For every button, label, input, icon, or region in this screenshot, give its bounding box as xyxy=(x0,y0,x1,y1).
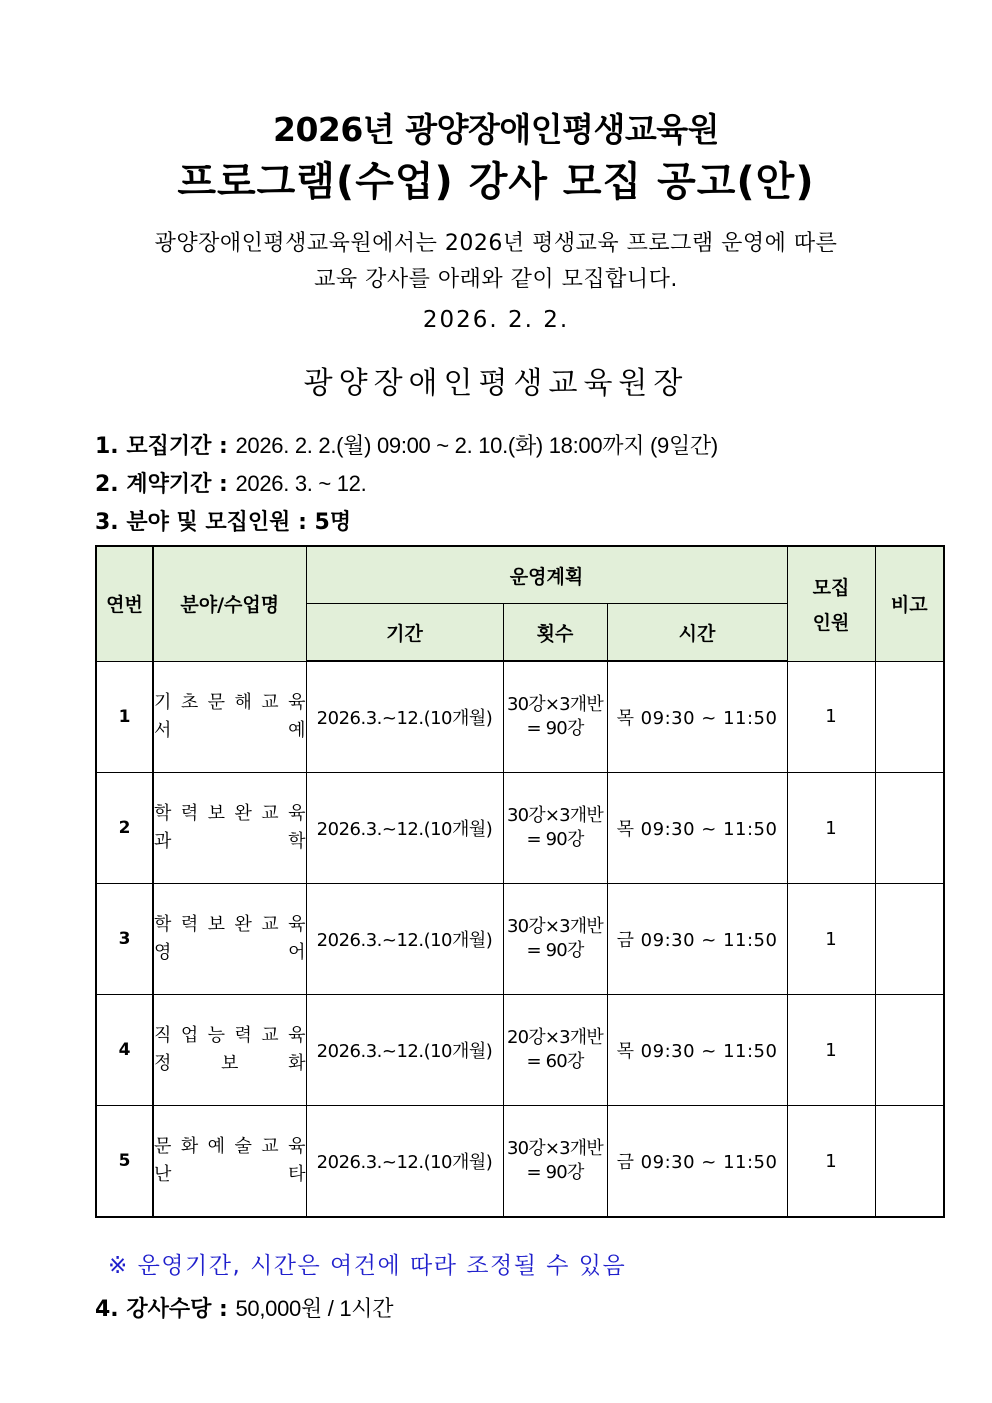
item-value: 2026. 2. 2.(월) 09:00 ~ 2. 10.(화) 18:00까지 (9일간) xyxy=(235,433,718,458)
cell-time: 목 09:30 ~ 11:50 xyxy=(607,773,787,884)
count-sessions: 30강×3개반 xyxy=(506,805,603,826)
signer-name: 광양장애인평생교육원장 xyxy=(303,366,689,401)
announcement-date: 2026. 2. 2. xyxy=(422,307,570,333)
subject-field-char: 완 xyxy=(234,803,252,824)
subject-field xyxy=(154,689,306,717)
subject-course xyxy=(154,1050,306,1078)
count-total: = 90강 xyxy=(526,1162,584,1183)
header-subject: 분야/수업명 xyxy=(153,546,306,661)
cell-subject xyxy=(153,661,306,773)
item-label: 2. 계약기간 : xyxy=(95,472,236,497)
count-total: = 90강 xyxy=(526,718,584,739)
cell-recruit-count: 1 xyxy=(787,661,875,773)
cell-remark xyxy=(875,773,944,884)
item-field-and-headcount xyxy=(95,505,351,536)
subject-field-char: 육 xyxy=(288,803,306,824)
subject-field-char: 교 xyxy=(261,1025,279,1046)
subject-field-char: 교 xyxy=(261,1136,279,1157)
subject-field-char: 초 xyxy=(180,691,199,713)
subject-course-char: 타 xyxy=(288,1164,306,1185)
cell-no: 5 xyxy=(96,1106,153,1218)
table-row xyxy=(96,995,944,1106)
subject-course-char: 화 xyxy=(288,1053,306,1074)
item-label: 3. 분야 및 모집인원 : xyxy=(95,510,315,535)
cell-no: 4 xyxy=(96,995,153,1106)
cell-time: 금 09:30 ~ 11:50 xyxy=(607,884,787,995)
table-row xyxy=(96,1106,944,1218)
table-row xyxy=(96,884,944,995)
item-instructor-fee xyxy=(95,1292,393,1323)
subject-field-char: 보 xyxy=(207,803,226,824)
count-sessions: 30강×3개반 xyxy=(506,694,603,715)
count-total: = 90강 xyxy=(526,940,584,961)
count-total: = 90강 xyxy=(526,829,584,850)
count-sessions: 20강×3개반 xyxy=(506,1027,603,1048)
subject-field-char: 학 xyxy=(154,803,172,824)
cell-subject xyxy=(153,773,306,884)
cell-remark xyxy=(875,661,944,773)
recruitment-table xyxy=(95,545,945,1218)
subject-field-char: 육 xyxy=(288,1025,306,1046)
document-title-line1: 2026년 광양장애인평생교육원 xyxy=(273,110,719,149)
subject-course-char: 보 xyxy=(221,1053,239,1074)
subject-field-char: 해 xyxy=(234,691,252,713)
subject-field-char: 보 xyxy=(207,914,226,935)
subject-field-char: 능 xyxy=(207,1025,226,1046)
subject-field-char: 화 xyxy=(180,1136,199,1157)
subject-course-char: 난 xyxy=(154,1164,172,1185)
subject-course-char: 서 xyxy=(154,719,172,741)
cell-period: 2026.3.~12.(10개월) xyxy=(306,995,503,1106)
subject-course-char: 정 xyxy=(154,1053,172,1074)
adjustment-note: ※ 운영기간, 시간은 여건에 따라 조정될 수 있음 xyxy=(108,1253,627,1279)
header-period: 기간 xyxy=(306,604,503,662)
cell-count xyxy=(503,995,607,1106)
subject-field-char: 직 xyxy=(154,1025,172,1046)
item-value: 50,000원 / 1시간 xyxy=(235,1296,394,1321)
intro-line-2: 교육 강사를 아래와 같이 모집합니다. xyxy=(314,267,678,292)
cell-subject xyxy=(153,884,306,995)
cell-recruit-count: 1 xyxy=(787,1106,875,1218)
subject-field-char: 업 xyxy=(180,1025,199,1046)
header-no: 연번 xyxy=(96,546,153,661)
cell-period: 2026.3.~12.(10개월) xyxy=(306,773,503,884)
table-header-row xyxy=(96,546,944,604)
subject-field-char: 력 xyxy=(180,914,199,935)
cell-subject xyxy=(153,995,306,1106)
header-plan: 운영계획 xyxy=(306,546,787,604)
subject-field-char: 육 xyxy=(288,914,306,935)
subject-field xyxy=(154,1133,306,1161)
subject-field-char: 술 xyxy=(234,1136,252,1157)
subject-course-char: 어 xyxy=(288,942,306,963)
header-recruit-line2: 인원 xyxy=(812,611,850,634)
cell-count xyxy=(503,884,607,995)
subject-field xyxy=(154,1022,306,1050)
item-label: 1. 모집기간 : xyxy=(95,434,236,459)
cell-count xyxy=(503,661,607,773)
item-value: 2026. 3. ~ 12. xyxy=(235,471,367,496)
item-value: 5명 xyxy=(314,510,352,535)
header-remark: 비고 xyxy=(875,546,944,661)
cell-count xyxy=(503,1106,607,1218)
subject-field-char: 육 xyxy=(288,691,306,713)
subject-field-char: 력 xyxy=(234,1025,252,1046)
intro-paragraph xyxy=(0,226,992,298)
cell-recruit-count: 1 xyxy=(787,995,875,1106)
subject-course xyxy=(154,939,306,967)
cell-remark xyxy=(875,884,944,995)
subject-field xyxy=(154,800,306,828)
cell-recruit-count: 1 xyxy=(787,884,875,995)
cell-no: 3 xyxy=(96,884,153,995)
subject-course-char: 예 xyxy=(288,719,306,741)
subject-field xyxy=(154,911,306,939)
subject-field-char: 학 xyxy=(154,914,172,935)
subject-field-char: 교 xyxy=(261,691,279,713)
subject-course xyxy=(154,828,306,856)
subject-field-char: 문 xyxy=(207,691,226,713)
subject-field-char: 교 xyxy=(261,914,279,935)
cell-no: 2 xyxy=(96,773,153,884)
subject-course-char: 영 xyxy=(154,942,172,963)
cell-time: 목 09:30 ~ 11:50 xyxy=(607,995,787,1106)
header-count: 횟수 xyxy=(503,604,607,662)
cell-time: 금 09:30 ~ 11:50 xyxy=(607,1106,787,1218)
cell-count xyxy=(503,773,607,884)
subject-field-char: 완 xyxy=(234,914,252,935)
table-row xyxy=(96,773,944,884)
header-recruit-count xyxy=(787,546,875,661)
cell-remark xyxy=(875,1106,944,1218)
cell-time: 목 09:30 ~ 11:50 xyxy=(607,661,787,773)
item-label: 4. 강사수당 : xyxy=(95,1297,236,1322)
table-row xyxy=(96,661,944,773)
item-recruitment-period xyxy=(95,429,718,460)
subject-course-char: 학 xyxy=(288,831,306,852)
subject-field-char: 력 xyxy=(180,803,199,824)
cell-subject xyxy=(153,1106,306,1218)
cell-period: 2026.3.~12.(10개월) xyxy=(306,884,503,995)
count-sessions: 30강×3개반 xyxy=(506,916,603,937)
cell-recruit-count: 1 xyxy=(787,773,875,884)
count-total: = 60강 xyxy=(526,1051,584,1072)
subject-field-char: 예 xyxy=(207,1136,226,1157)
intro-line-1: 광양장애인평생교육원에서는 2026년 평생교육 프로그램 운영에 따른 xyxy=(154,231,838,256)
header-recruit-line1: 모집 xyxy=(812,576,850,599)
subject-field-char: 교 xyxy=(261,803,279,824)
cell-period: 2026.3.~12.(10개월) xyxy=(306,661,503,773)
subject-field-char: 육 xyxy=(288,1136,306,1157)
cell-no: 1 xyxy=(96,661,153,773)
cell-remark xyxy=(875,995,944,1106)
subject-field-char: 문 xyxy=(154,1136,172,1157)
cell-period: 2026.3.~12.(10개월) xyxy=(306,1106,503,1218)
subject-course-char: 과 xyxy=(154,831,172,852)
subject-course xyxy=(154,1161,306,1189)
subject-course xyxy=(154,717,306,745)
count-sessions: 30강×3개반 xyxy=(506,1138,603,1159)
header-time: 시간 xyxy=(607,604,787,662)
subject-field-char: 기 xyxy=(154,691,172,713)
item-contract-period xyxy=(95,467,366,498)
document-title-line2: 프로그램(수업) 강사 모집 공고(안) xyxy=(177,159,815,205)
